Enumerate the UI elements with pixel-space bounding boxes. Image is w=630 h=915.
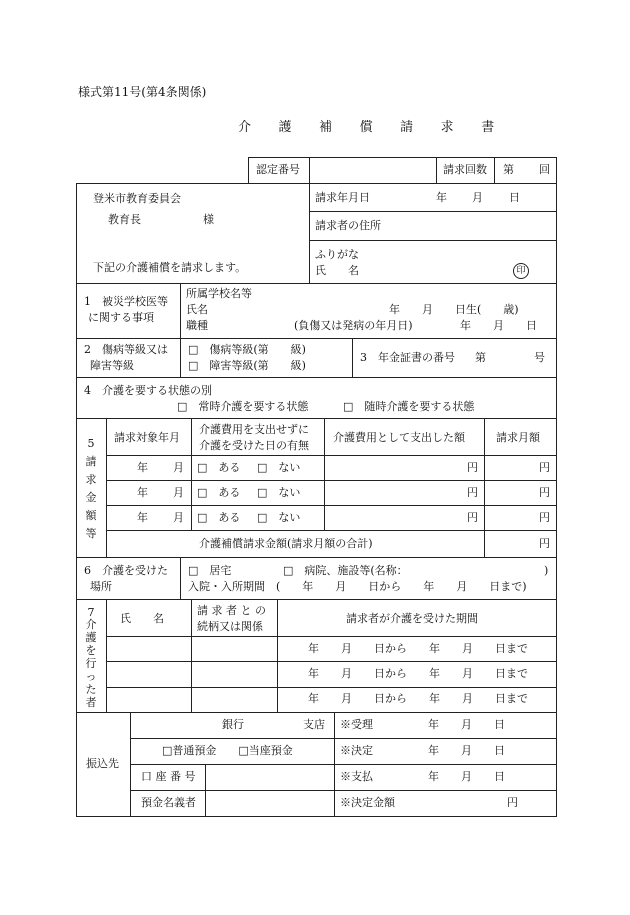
section7-label-4: 行 xyxy=(85,657,97,670)
form-number: 様式第11号(第4条関係) xyxy=(78,85,207,99)
section5-label-2: 求 xyxy=(85,473,97,486)
account-holder-field[interactable] xyxy=(207,792,332,814)
section7-label-3: を xyxy=(85,644,97,657)
row2-expense-yen: 円 xyxy=(467,486,478,499)
section7-label-0: 7 xyxy=(87,606,95,619)
caregiver-row2-period: 年 月 日から 年 月 日まで xyxy=(308,667,528,680)
claim-date-label: 請求年月日 xyxy=(315,191,370,204)
facility-care-option[interactable]: □ 病院、施設等(名称： xyxy=(283,564,408,577)
section2-label-2: 障害等級 xyxy=(90,359,134,372)
section5-label-3: 金 xyxy=(85,491,97,504)
row3-no-option[interactable]: □ ない xyxy=(257,511,301,524)
section7-label-5: っ xyxy=(85,670,97,683)
claim-date-month: 月 xyxy=(472,191,483,204)
school-name-label: 所属学校名等 xyxy=(186,287,252,300)
injury-grade-option[interactable]: □ 傷病等級(第 級) xyxy=(188,343,306,356)
row1-year: 年 xyxy=(137,461,148,474)
stay-period: 入院・入所期間 ( 年 月 日から 年 月 日まで) xyxy=(188,580,527,593)
addressee-honorific: 様 xyxy=(203,213,214,226)
row1-month: 月 xyxy=(173,461,184,474)
row2-month: 月 xyxy=(173,486,184,499)
caregiver-row1-period: 年 月 日から 年 月 日まで xyxy=(308,642,528,655)
row1-expense-yen: 円 xyxy=(467,461,478,474)
birth-date: 年 月 日生( 歳) xyxy=(389,303,519,316)
section3-label: 3 年金証書の番号 xyxy=(360,351,455,364)
claim-count-label: 請求回数 xyxy=(443,163,487,176)
occasional-care-option[interactable]: □ 随時介護を要する状態 xyxy=(343,400,475,413)
section7-label-1: 介 xyxy=(85,618,97,631)
disability-grade-option[interactable]: □ 障害等級(第 級) xyxy=(188,359,306,372)
row1-no-option[interactable]: □ ない xyxy=(257,461,301,474)
claimant-address-field[interactable] xyxy=(390,213,554,238)
total-claim-yen: 円 xyxy=(539,537,550,550)
claim-count-prefix: 第 xyxy=(503,163,514,176)
section5-label-4: 額 xyxy=(85,509,97,522)
seal-mark: 印 xyxy=(513,263,529,279)
col-target-month: 請求対象年月 xyxy=(114,431,180,444)
account-type-options[interactable]: □普通預金 □当座預金 xyxy=(162,744,293,757)
branch-suffix: 支店 xyxy=(303,718,325,731)
row3-year: 年 xyxy=(137,511,148,524)
claim-date-year: 年 xyxy=(436,191,447,204)
pension-number-prefix: 第 xyxy=(475,351,486,364)
decided-amount-yen: 円 xyxy=(507,796,518,809)
total-claim-label: 介護補償請求金額(請求月額の合計) xyxy=(199,537,373,550)
claim-date-day: 日 xyxy=(509,191,520,204)
section6-label-2: 場所 xyxy=(90,580,112,593)
furigana-label: ふりがな xyxy=(315,248,359,261)
injury-date-label: (負傷又は発病の年月日) xyxy=(294,319,413,332)
addressee-board: 登米市教育委員会 xyxy=(93,192,181,205)
col-unpaid-care-1: 介護費用を支出せずに xyxy=(199,423,309,436)
section5-label-5: 等 xyxy=(85,527,97,540)
receipt-date: ※受理 年 月 日 xyxy=(340,718,505,731)
row3-expense-yen: 円 xyxy=(467,511,478,524)
claim-count-suffix: 回 xyxy=(539,163,550,176)
section1-label: 1 被災学校医等 xyxy=(84,295,168,308)
section7-label-2: 護 xyxy=(85,631,97,644)
col-unpaid-care-2: 介護を受けた日の有無 xyxy=(199,439,309,452)
addressee-title: 教育長 xyxy=(108,213,141,226)
facility-paren-close: ) xyxy=(544,564,549,577)
row2-no-option[interactable]: □ ない xyxy=(257,486,301,499)
row3-month: 月 xyxy=(173,511,184,524)
decision-date: ※決定 年 月 日 xyxy=(340,744,505,757)
constant-care-option[interactable]: □ 常時介護を要する状態 xyxy=(177,400,309,413)
caregiver-relation-col-1: 請 求 者 と の xyxy=(197,604,266,617)
row1-yes-option[interactable]: □ ある xyxy=(197,461,241,474)
pension-number-field[interactable] xyxy=(490,346,530,368)
section4-label: 4 介護を要する状態の別 xyxy=(84,384,212,397)
col-monthly-claim: 請求月額 xyxy=(496,431,540,444)
row3-claim-yen: 円 xyxy=(539,511,550,524)
claim-count-field[interactable] xyxy=(516,159,536,181)
account-number-field[interactable] xyxy=(207,766,332,788)
caregiver-relation-col-2: 続柄又は関係 xyxy=(197,620,263,633)
victim-name-label: 氏名 xyxy=(186,303,208,316)
row2-year: 年 xyxy=(137,486,148,499)
section6-label: 6 介護を受けた xyxy=(84,564,168,577)
transfer-label: 振込先 xyxy=(86,757,119,770)
request-text: 下記の介護補償を請求します。 xyxy=(93,261,247,274)
row2-yes-option[interactable]: □ ある xyxy=(197,486,241,499)
section5-label-0: 5 xyxy=(87,437,95,450)
row2-claim-yen: 円 xyxy=(539,486,550,499)
caregiver-row3-period: 年 月 日から 年 月 日まで xyxy=(308,692,528,705)
section7-label-7: 者 xyxy=(85,696,97,709)
cert-number-label: 認定番号 xyxy=(256,163,300,176)
section2-label: 2 傷病等級又は xyxy=(84,343,168,356)
injury-date: 年 月 日 xyxy=(460,319,537,332)
pension-number-suffix: 号 xyxy=(534,351,545,364)
payment-date: ※支払 年 月 日 xyxy=(340,770,505,783)
caregiver-name-col: 氏 名 xyxy=(120,612,164,625)
account-number-label: 口 座 番 号 xyxy=(141,770,196,783)
claimant-address-label: 請求者の住所 xyxy=(315,219,381,232)
section7-label-6: た xyxy=(85,683,97,696)
section5-label-1: 請 xyxy=(85,455,97,468)
page-title: 介 護 補 償 請 求 書 xyxy=(238,120,506,135)
row1-claim-yen: 円 xyxy=(539,461,550,474)
section1-label-2: に関する事項 xyxy=(88,311,154,324)
job-label: 職種 xyxy=(186,319,208,332)
claimant-name-field[interactable] xyxy=(370,244,510,280)
row3-yes-option[interactable]: □ ある xyxy=(197,511,241,524)
claimant-name-label: 氏 名 xyxy=(315,264,359,277)
decided-amount-label: ※決定金額 xyxy=(340,796,395,809)
care-period-col: 請求者が介護を受けた期間 xyxy=(346,612,478,625)
cert-number-field[interactable] xyxy=(311,159,434,181)
bank-suffix: 銀行 xyxy=(222,718,244,731)
home-care-option[interactable]: □ 居宅 xyxy=(188,564,232,577)
col-expense: 介護費用として支出した額 xyxy=(333,431,465,444)
account-holder-label: 預金名義者 xyxy=(141,796,196,809)
